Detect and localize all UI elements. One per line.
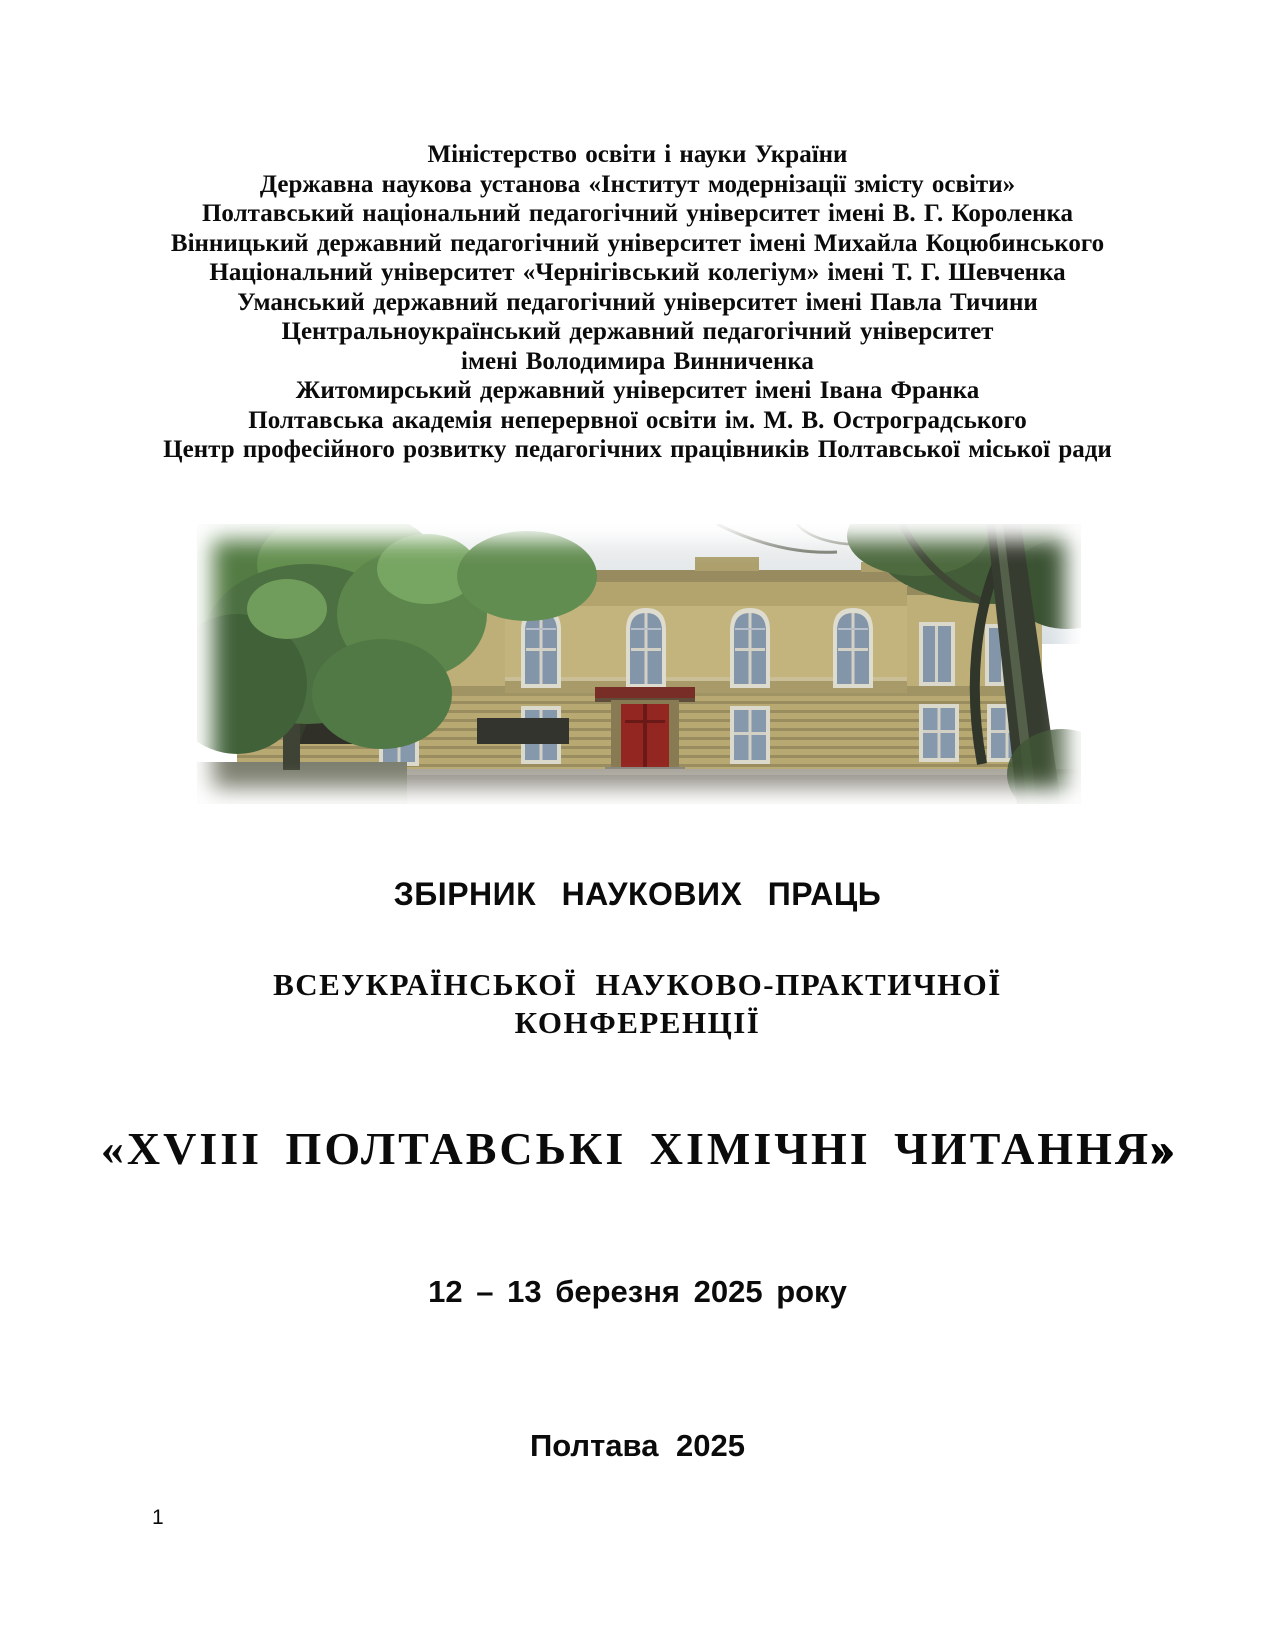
building-photo [197,524,1081,804]
building-photo-graphic [197,524,1081,804]
institution-line: Уманський державний педагогічний університет імені Павла Тичини [237,288,1038,316]
institution-line: Вінницький державний педагогічний університет імені Михайла Коцюбинського [170,229,1105,257]
main-title-text: «XVIII ПОЛТАВСЬКІ ХІМІЧНІ ЧИТАННЯ [100,1123,1152,1174]
conference-type-line2: КОНФЕРЕНЦІЇ [514,1005,761,1040]
institution-line: Міністерство освіти і науки України [427,141,848,168]
institution-line: імені Володимира Винниченка [461,347,814,375]
institution-list [80,140,1195,465]
institution-line: Центр професійного розвитку педагогічних працівників Полтавської міської ради [163,436,1112,463]
institution-line: Національний університет «Чернігівський колегіум» імені Т. Г. Шевченка [209,259,1066,286]
main-title-closing-mark: » [1151,1123,1175,1174]
conference-type-line1: ВСЕУКРАЇНСЬКОЇ НАУКОВО-ПРАКТИЧНОЇ [273,967,1002,1002]
event-date: 12 – 13 березня 2025 року [428,1274,847,1309]
page-number: 1 [152,1506,164,1529]
institution-line: Полтавський національний педагогічний університет імені В. Г. Короленка [201,200,1073,227]
conference-type [80,966,1195,1042]
institution-line: Житомирський державний університет імені Івана Франка [295,377,980,404]
institution-line: Державна наукова установа «Інститут модернізації змісту освіти» [259,170,1016,198]
institution-line: Центральноукраїнський державний педагогічний університет [281,318,994,345]
main-title [40,1122,1235,1175]
collection-title: ЗБІРНИК НАУКОВИХ ПРАЦЬ [393,876,882,912]
place-year: Полтава 2025 [529,1428,746,1463]
institution-line: Полтавська академія неперервної освіти ім. М. В. Остроградського [248,406,1027,434]
